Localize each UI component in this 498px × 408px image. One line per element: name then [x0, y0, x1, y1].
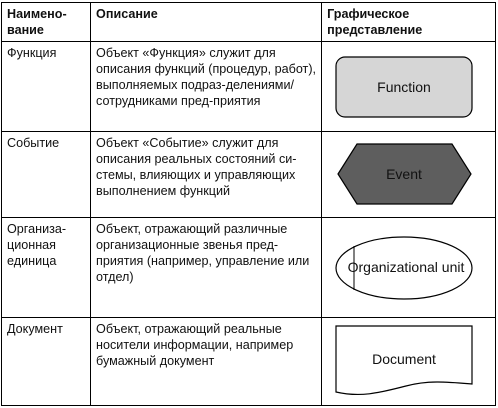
- table-header-row: [2, 3, 496, 42]
- table-row-event: [2, 132, 496, 218]
- function-shape: [322, 42, 486, 130]
- row-description: Объект, отражающий различные организационные звенья пред-приятия (например, управление или отдел): [96, 222, 310, 285]
- row-name-cell: [2, 42, 91, 132]
- header-graphic-text: Графическое представление: [327, 7, 423, 37]
- header-name-text: Наимено- вание: [7, 7, 67, 37]
- row-graphic-cell: [322, 132, 496, 218]
- row-name-cell: [2, 318, 91, 406]
- header-graphic: [322, 3, 496, 42]
- row-name: Функция: [7, 46, 57, 61]
- organizational-unit-shape: [322, 218, 486, 316]
- row-description-cell: [91, 218, 322, 318]
- header-name: [2, 3, 91, 42]
- row-graphic-cell: [322, 318, 496, 406]
- row-description-cell: [91, 318, 322, 406]
- row-description-cell: [91, 132, 322, 218]
- row-description: Объект «Функция» служит для описания функций (процедур, работ), выполняемых подраз-делениями/сотрудниками пред-приятия: [96, 46, 317, 109]
- row-graphic-cell: [322, 42, 496, 132]
- row-name-cell: [2, 218, 91, 318]
- row-graphic-cell: [322, 218, 496, 318]
- organizational-unit-label: Organizational unit: [347, 259, 465, 276]
- document-label: Document: [372, 351, 437, 368]
- table-row-organizational-unit: [2, 218, 496, 318]
- table-row-document: [2, 318, 496, 406]
- document-shape: [322, 318, 486, 404]
- header-description-text: Описание: [96, 7, 158, 21]
- function-label: Function: [377, 79, 431, 96]
- table-row-function: [2, 42, 496, 132]
- row-name: Организа-ционная единица: [7, 222, 67, 269]
- row-description-cell: [91, 42, 322, 132]
- row-name-cell: [2, 132, 91, 218]
- event-label: Event: [386, 166, 423, 183]
- epc-objects-table: [1, 2, 496, 406]
- event-shape: [322, 132, 486, 216]
- row-description: Объект, отражающий реальные носители информации, например бумажный документ: [96, 322, 294, 369]
- row-name: Документ: [7, 322, 63, 337]
- row-description: Объект «Событие» служит для описания реальных состояний си-стемы, влияющих и управляющих выполнением функций: [96, 136, 297, 199]
- header-description: [91, 3, 322, 42]
- row-name: Событие: [7, 136, 60, 151]
